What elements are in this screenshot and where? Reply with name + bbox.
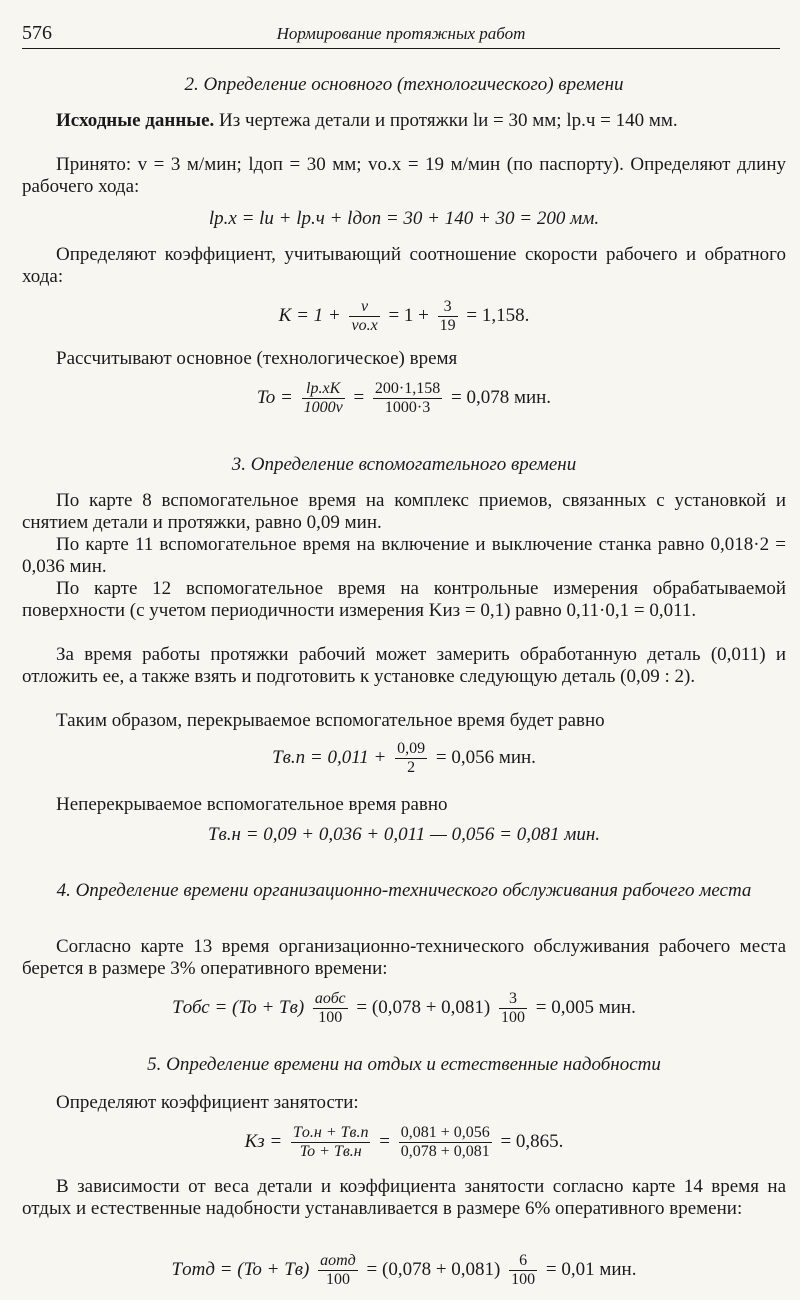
paragraph-overlap-result: Таким образом, перекрываемое вспомогательное время будет равно	[56, 710, 605, 731]
equation-t0	[22, 380, 786, 417]
eq-tobs-mid: = (0,078 + 0,081)	[356, 996, 491, 1018]
equation-k	[22, 298, 786, 335]
accepted-paragraph: Принято: v = 3 м/мин; lдоп = 30 мм; vо.х = 19 м/мин (по паспорту). Определяют длину рабочего хода:	[22, 154, 786, 197]
fraction	[438, 298, 458, 335]
eq-totd-rhs: = 0,01 мин.	[545, 1258, 637, 1280]
eq-k-mid: = 1 +	[388, 304, 429, 326]
section-4-title: 4. Определение времени организационно-технического обслуживания рабочего места	[56, 880, 752, 901]
equation-tobs	[22, 990, 786, 1027]
fraction	[399, 1124, 492, 1161]
numerator: 200·1,158	[374, 380, 441, 397]
denominator: 100	[318, 1009, 343, 1026]
equation-totd	[22, 1252, 786, 1289]
running-title: Нормирование протяжных работ	[276, 24, 526, 43]
calc-time-paragraph: Рассчитывают основное (технологическое) время	[56, 348, 458, 369]
paragraph-overlap: За время работы протяжки рабочий может замерить обработанную деталь (0,011) и отложить ее, а также взять и подготовить к установке следующую деталь (0,09 : 2).	[22, 644, 786, 687]
section-2-title: 2. Определение основного (технологического) времени	[184, 74, 624, 95]
coefficient-paragraph: Определяют коэффициент, учитывающий соотношение скорости рабочего и обратного хода:	[22, 244, 786, 287]
numerator: lр.хK	[302, 380, 345, 399]
denominator: 0,078 + 0,081	[400, 1143, 490, 1160]
initial-data-text: Из чертежа детали и протяжки lи = 30 мм; lр.ч = 140 мм.	[219, 110, 678, 131]
eq-kz-lhs: Kз =	[244, 1130, 283, 1152]
eq-tvp-rhs: = 0,056 мин.	[435, 746, 536, 768]
eq-totd-mid: = (0,078 + 0,081)	[366, 1258, 501, 1280]
numerator: 0,081 + 0,056	[400, 1124, 490, 1141]
denominator: 100	[325, 1271, 350, 1288]
denominator: 1000·3	[384, 399, 431, 416]
eq-tobs-rhs: = 0,005 мин.	[535, 996, 636, 1018]
fraction	[291, 1124, 370, 1161]
running-header	[22, 22, 780, 49]
denominator: vо.х	[351, 317, 378, 334]
eq-k-lhs: K = 1 +	[278, 304, 341, 326]
eq-t0-mid: =	[353, 386, 365, 408]
eq-k-rhs: = 1,158.	[466, 304, 530, 326]
fraction	[509, 1252, 537, 1289]
equation-tvp	[22, 740, 786, 777]
eq-t0-lhs: To =	[256, 386, 293, 408]
paragraph-card-12: По карте 12 вспомогательное время на контрольные измерения обрабатываемой поверхности (с учетом периодичности измерения Kиз = 0,1) равно 0,11·0,1 = 0,011.	[22, 578, 786, 621]
initial-data-paragraph	[22, 110, 786, 132]
paragraph-card-13: Согласно карте 13 время организационно-технического обслуживания рабочего места берется в размере 3% оперативного времени:	[22, 936, 786, 979]
eq-tvp-lhs: Tв.п = 0,011 +	[272, 746, 387, 768]
numerator: Tо.н + Tв.п	[292, 1124, 369, 1141]
numerator: 0,09	[397, 740, 426, 757]
equation-stroke-length: lр.х = lи + lр.ч + lдоп = 30 + 140 + 30 = 200 мм.	[208, 208, 600, 229]
eq-kz-mid: =	[379, 1130, 390, 1152]
eq-totd-lhs: Tотд = (To + Tв)	[171, 1258, 310, 1280]
paragraph-coef-load: Определяют коэффициент занятости:	[56, 1092, 359, 1113]
fraction	[349, 298, 379, 335]
denominator: 1000v	[303, 399, 343, 416]
paragraph-card-11: По карте 11 вспомогательное время на включение и выключение станка равно 0,018·2 = 0,036 мин.	[22, 534, 786, 577]
denominator: 100	[501, 1009, 525, 1026]
denominator: 100	[511, 1271, 536, 1288]
paragraph-card-8: По карте 8 вспомогательное время на комплекс приемов, связанных с установкой и снятием детали и протяжки, равно 0,09 мин.	[22, 490, 786, 533]
equation-tvn: Tв.н = 0,09 + 0,036 + 0,011 — 0,056 = 0,081 мин.	[207, 824, 601, 845]
initial-data-label: Исходные данные.	[56, 110, 215, 131]
fraction	[373, 380, 442, 417]
section-3-title: 3. Определение вспомогательного времени	[231, 454, 577, 475]
numerator: aобс	[314, 990, 346, 1007]
numerator: aотд	[320, 1252, 356, 1269]
section-5-title: 5. Определение времени на отдых и естественные надобности	[147, 1054, 661, 1075]
equation-kz	[22, 1124, 786, 1161]
paragraph-non-overlap: Неперекрываемое вспомогательное время равно	[56, 794, 448, 815]
denominator: 2	[407, 759, 416, 776]
numerator: 3	[438, 298, 458, 317]
fraction	[499, 990, 527, 1027]
eq-kz-rhs: = 0,865.	[500, 1130, 564, 1152]
numerator: 3	[499, 990, 527, 1009]
eq-t0-rhs: = 0,078 мин.	[450, 386, 552, 408]
fraction	[318, 1252, 358, 1289]
numerator: 6	[509, 1252, 537, 1271]
denominator: 19	[439, 317, 456, 334]
denominator: To + Tв.н	[299, 1143, 362, 1160]
fraction	[313, 990, 348, 1027]
eq-tobs-lhs: Tобс = (To + Tв)	[172, 996, 305, 1018]
paragraph-card-14: В зависимости от веса детали и коэффициента занятости согласно карте 14 время на отдых и естественные надобности устанавливается в размере 6% оперативного времени:	[22, 1176, 786, 1219]
fraction	[302, 380, 345, 417]
page-number: 576	[22, 22, 52, 44]
fraction	[395, 740, 427, 777]
numerator: v	[349, 298, 379, 317]
